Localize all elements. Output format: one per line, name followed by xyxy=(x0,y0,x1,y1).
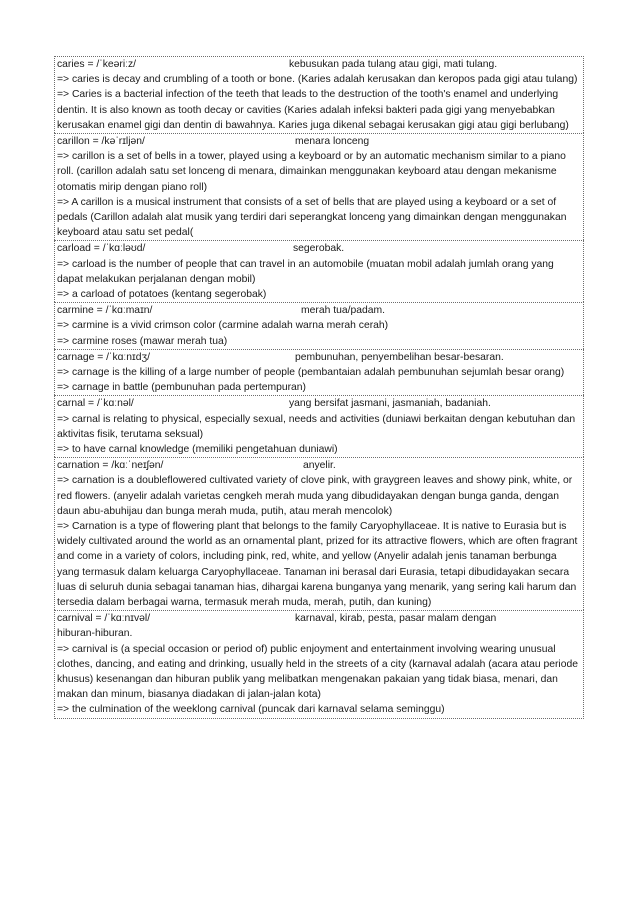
entry-caries xyxy=(54,56,584,133)
entry-line: => Carnation is a type of flowering plant that belongs to the family Caryophyllaceae. It is native to Eurasia but is widely cultivated around the world as an ornamental plant, prized for its attractive flowers, which are often fragrant and come in a variety of colors, including pink, red, white, and yellow (Anyelir adalah jenis tanaman berbunga yang termasuk dalam keluarga Caryophyllaceae. Tanaman ini berasal dari Eurasia, tetapi dibudidayakan secara luas di seluruh dunia sebagai tanaman hias, dihargai karena bunganya yang menarik, yang sering kali harum dan tersedia dalam berbagai warna, termasuk merah muda, merah, putih, dan kuning) xyxy=(57,520,578,608)
entry-meaning: menara lonceng xyxy=(295,136,370,147)
entry-term: carnal = /ˈkɑːnəl/ xyxy=(57,398,134,410)
entry-line: => carnage is the killing of a large number of people (pembantaian adalah pembunuhan sejumlah besar orang) xyxy=(57,366,565,378)
entry-line: => the culmination of the weeklong carnival (puncak dari karnaval selama seminggu) xyxy=(57,704,445,716)
entry-carmine xyxy=(54,302,584,349)
entry-line: => A carillon is a musical instrument that consists of a set of bells that are played using a keyboard or a set of pedals (Carillon adalah alat musik yang terdiri dari seperangkat lonceng yang dimainkan dengan menggunakan keyboard atau satu set pedal( xyxy=(57,196,567,239)
entry-term: carnage = /ˈkɑːnɪdʒ/ xyxy=(57,351,150,363)
entry-line: => carnage in battle (pembunuhan pada pertempuran) xyxy=(57,382,306,394)
entry-term: carillon = /kəˈrɪljən/ xyxy=(57,136,145,147)
entry-meaning: segerobak. xyxy=(293,243,345,255)
entry-line: => carnation is a doubleflowered cultivated variety of clove pink, with graygreen leaves and showy pink, white, or red flowers. (anyelir adalah varietas cengkeh merah muda yang dibudidayakan dengan bunga ganda, dengan daun abu-abuhijau dan bunga merah muda, putih, atau merah mencolok) xyxy=(57,475,573,517)
entry-line: => Caries is a bacterial infection of the teeth that leads to the destruction of the tooth's enamel and underlying dentin. It is also known as tooth decay or cavities (Karies adalah infeksi bakteri pada gigi yang menyebabkan kerusakan enamel gigi dan dentin di bawahnya. Karies juga dikenal sebagai kerusakan gigi atau gigi berlubang) xyxy=(57,89,569,131)
entry-line: hiburan-hiburan. xyxy=(57,628,133,640)
entry-meaning: karnaval, kirab, pesta, pasar malam dengan xyxy=(295,613,497,625)
dictionary-page xyxy=(54,56,584,719)
entry-carnal xyxy=(54,395,584,457)
entry-meaning: yang bersifat jasmani, jasmaniah, badaniah. xyxy=(289,398,491,410)
entry-meaning: anyelir. xyxy=(303,460,336,472)
entry-line: => carnal is relating to physical, especially sexual, needs and activities (duniawi berkaitan dengan kebutuhan dan aktivitas fisik, terutama seksual) xyxy=(57,413,576,440)
entry-line: => to have carnal knowledge (memiliki pengetahuan duniawi) xyxy=(57,443,338,455)
entry-carnation xyxy=(54,457,584,610)
entry-meaning: merah tua/padam. xyxy=(301,305,385,317)
entry-term: carload = /ˈkɑːləʊd/ xyxy=(57,243,146,255)
entry-line: => a carload of potatoes (kentang segerobak) xyxy=(57,289,267,300)
entry-line: => carload is the number of people that can travel in an automobile (muatan mobil adalah jumlah orang yang dapat melakukan perjalanan dengan mobil) xyxy=(57,258,554,285)
entry-line: => carillon is a set of bells in a tower, played using a keyboard or by an automatic mechanism similar to a piano roll. (carillon adalah satu set lonceng di menara, dimainkan menggunakan keyboard atau dengan mekanisme otomatis mirip dengan piano roll) xyxy=(57,151,566,193)
entry-term: carnival = /ˈkɑːnɪvəl/ xyxy=(57,613,151,625)
entry-term: carmine = /ˈkɑːmaɪn/ xyxy=(57,305,153,317)
entry-term: carnation = /kɑːˈneɪʃən/ xyxy=(57,460,164,472)
entry-line: => caries is decay and crumbling of a tooth or bone. (Karies adalah kerusakan dan keropos pada gigi atau tulang) xyxy=(57,74,578,86)
entry-line: => carnival is (a special occasion or period of) public enjoyment and entertainment involving wearing unusual clothes, dancing, and eating and drinking, usually held in the streets of a city (karnaval adalah (acara atau periode khusus) kesenangan dan hiburan publik yang melibatkan mengenakan pakaian yang tidak biasa, menari, dan makan dan minum, biasanya diadakan di jalan-jalan kota) xyxy=(57,643,578,701)
entry-meaning: kebusukan pada tulang atau gigi, mati tulang. xyxy=(289,59,498,70)
entry-carillon xyxy=(54,133,584,240)
entry-carload xyxy=(54,240,584,302)
entry-carnage xyxy=(54,349,584,396)
entry-line: => carmine roses (mawar merah tua) xyxy=(57,335,228,347)
entry-line: => carmine is a vivid crimson color (carmine adalah warna merah cerah) xyxy=(57,320,389,332)
entry-meaning: pembunuhan, penyembelihan besar-besaran. xyxy=(295,351,504,363)
entry-term: caries = /ˈkeəriːz/ xyxy=(57,59,137,70)
entry-carnival xyxy=(54,610,584,718)
